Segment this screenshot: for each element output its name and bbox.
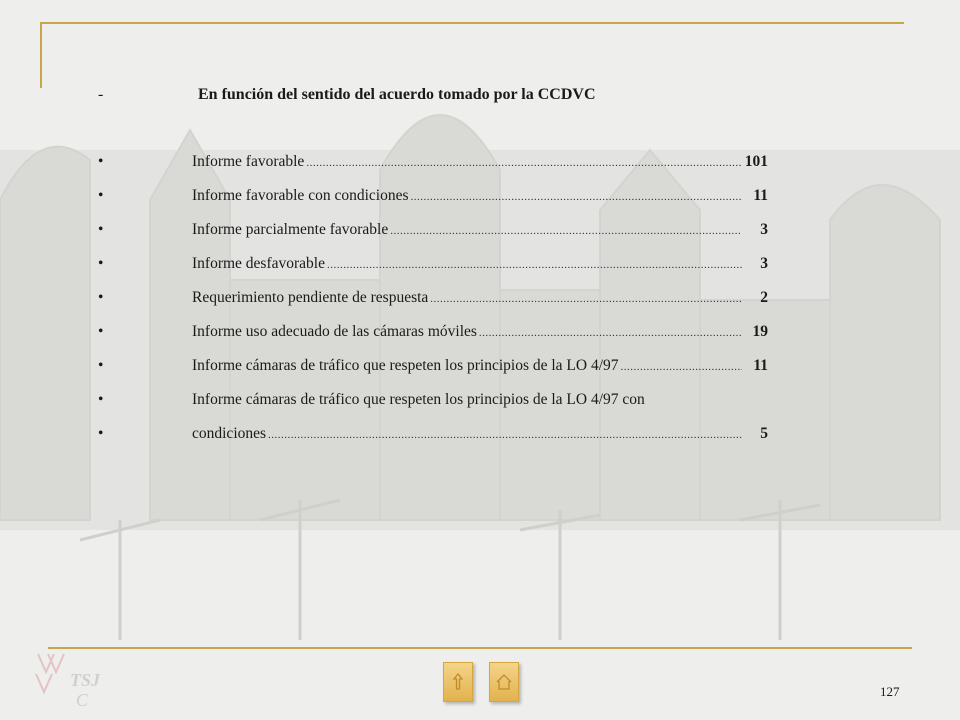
up-arrow-icon: [449, 671, 467, 693]
bullet: •: [98, 221, 104, 238]
logo-text: TSJ: [70, 670, 101, 690]
home-button[interactable]: [489, 662, 519, 702]
bullet: •: [98, 255, 104, 272]
item-label: Informe favorable: [192, 153, 305, 170]
item-label: Informe parcialmente favorable: [192, 221, 389, 238]
bullet: •: [98, 391, 104, 408]
list-item: [98, 424, 778, 458]
bullet: •: [98, 187, 104, 204]
list-item: [98, 390, 778, 424]
item-label: Requerimiento pendiente de respuesta: [192, 289, 429, 306]
item-label: Informe cámaras de tráfico que respeten los principios de la LO 4/97 con: [192, 391, 645, 408]
item-value: 11: [753, 357, 768, 374]
frame-left-line: [40, 22, 42, 88]
previous-button[interactable]: [443, 662, 473, 702]
bullet: •: [98, 289, 104, 306]
item-value: 2: [760, 289, 768, 306]
item-label: Informe uso adecuado de las cámaras móviles: [192, 323, 477, 340]
item-value: 3: [760, 221, 768, 238]
list-item: [98, 288, 778, 322]
list-item: [98, 152, 778, 186]
list-item: [98, 356, 778, 390]
frame-top-line: [40, 22, 904, 24]
item-label: Informe cámaras de tráfico que respeten los principios de la LO 4/97: [192, 357, 619, 374]
bullet: •: [98, 153, 104, 170]
item-label: Informe favorable con condiciones: [192, 187, 409, 204]
svg-text:C: C: [76, 690, 89, 710]
bullet: •: [98, 357, 104, 374]
list-item: [98, 254, 778, 288]
item-value: 11: [753, 187, 768, 204]
list-item: [98, 220, 778, 254]
item-value: 101: [744, 153, 768, 170]
tsjc-logo-icon: [30, 648, 110, 712]
home-icon: [495, 671, 513, 693]
bullet: •: [98, 425, 104, 442]
item-value: 3: [760, 255, 768, 272]
results-list: [98, 152, 778, 458]
list-item: [98, 186, 778, 220]
page-number: 127: [880, 684, 900, 699]
item-label: Informe desfavorable: [192, 255, 325, 272]
item-value: 19: [752, 323, 768, 340]
frame-bottom-line: [48, 647, 912, 649]
item-value: 5: [760, 425, 768, 442]
heading-dash: -: [98, 86, 104, 103]
list-item: [98, 322, 778, 356]
heading-title: En función del sentido del acuerdo tomado por la CCDVC: [198, 86, 596, 103]
item-label: condiciones: [192, 425, 267, 442]
bullet: •: [98, 323, 104, 340]
